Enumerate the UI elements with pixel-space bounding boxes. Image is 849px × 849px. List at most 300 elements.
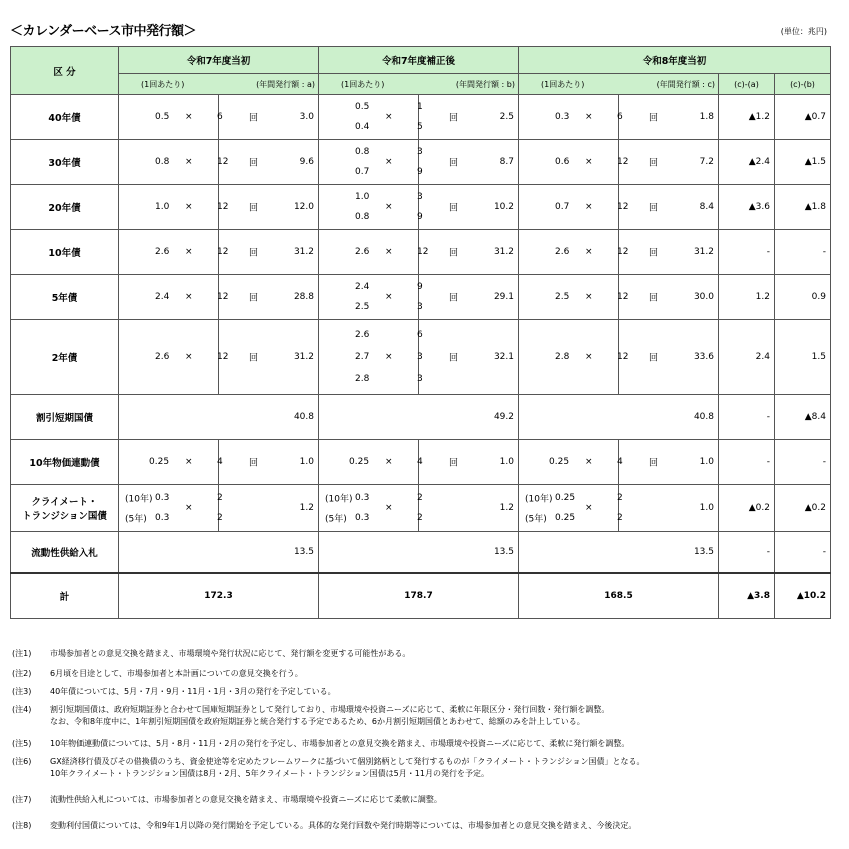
issue-count: 2 xyxy=(617,513,623,524)
times-symbol: × xyxy=(585,157,593,167)
issue-count: 4 xyxy=(617,457,623,467)
term-label: (10年) xyxy=(325,494,353,505)
note-label: (注2) xyxy=(12,669,32,678)
issue-detail xyxy=(519,95,623,139)
amount-per-issue: 0.3 xyxy=(155,492,170,503)
issuance-table xyxy=(10,46,831,619)
note-text: 市場参加者との意見交換を踏まえ、市場環境や発行状況に応じて、発行額を変更する可能性がある。 xyxy=(50,649,411,658)
times-symbol: × xyxy=(185,352,193,362)
note-label: (注1) xyxy=(12,649,32,658)
annual-total-cell xyxy=(219,185,319,230)
annual-total-cell xyxy=(419,185,519,230)
kai-symbol: 回 xyxy=(249,458,259,469)
issue-detail xyxy=(319,275,423,319)
amount-per-issue: 2.7 xyxy=(355,352,370,362)
annual-total-cell xyxy=(419,275,519,320)
diff-cb-value: ▲0.2 xyxy=(775,485,831,532)
amount-per-issue: 2.8 xyxy=(355,374,370,385)
row-label-line1: クライメート・ xyxy=(31,497,98,508)
diff-ca-value: - xyxy=(719,440,775,485)
diff-ca-value: 2.4 xyxy=(719,320,775,395)
amount-per-issue: 0.8 xyxy=(155,157,170,167)
issue-count: 2 xyxy=(417,513,423,524)
annual-total-cell xyxy=(619,320,719,395)
annual-detail xyxy=(219,140,318,184)
issue-detail xyxy=(519,140,629,184)
times-symbol: × xyxy=(585,503,593,513)
issue-detail xyxy=(519,485,623,531)
annual-total: 32.1 xyxy=(493,352,514,362)
times-symbol: × xyxy=(385,503,393,513)
annual-total: 40.8 xyxy=(519,395,719,440)
issue-count: 2 xyxy=(217,492,223,503)
amount-per-issue: 2.6 xyxy=(355,247,370,257)
kai-symbol: 回 xyxy=(649,353,659,364)
diff-cb-value: ▲10.2 xyxy=(775,573,831,619)
table-row xyxy=(11,440,831,485)
diff-cb-value: ▲0.7 xyxy=(775,95,831,140)
table-row-total xyxy=(11,573,831,619)
amount-per-issue: 2.6 xyxy=(155,352,170,362)
amount-per-issue: 0.25 xyxy=(555,513,576,524)
issue-detail xyxy=(119,275,229,319)
kai-symbol: 回 xyxy=(449,203,459,214)
amount-per-issue: 2.8 xyxy=(555,352,570,362)
annual-total: 29.1 xyxy=(493,292,514,302)
annual-detail xyxy=(219,230,318,274)
kai-symbol: 回 xyxy=(249,113,259,124)
annual-total: 2.5 xyxy=(499,112,514,122)
amount-per-issue: 0.3 xyxy=(155,513,170,524)
row-label: 30年債 xyxy=(11,140,119,185)
header-category: 区 分 xyxy=(11,47,119,95)
kai-symbol: 回 xyxy=(649,248,659,259)
amount-per-issue: 0.8 xyxy=(355,212,370,223)
issue-count: 12 xyxy=(217,157,229,167)
term-label: (5年) xyxy=(325,514,347,525)
annual-detail xyxy=(419,230,518,274)
row-label xyxy=(11,485,119,532)
issue-count: 9 xyxy=(417,281,423,292)
annual-detail xyxy=(619,485,718,531)
issue-detail-cell xyxy=(119,185,229,230)
issue-detail xyxy=(119,230,229,274)
note-text: なお、令和8年度中に、1年割引短期国債を政府短期証券と統合発行する予定であるため、6か月割引短期国債とあわせて、総額のみを計上している。 xyxy=(50,717,585,726)
per-issue-a: (1回あたり) xyxy=(119,74,219,95)
note-label: (注4) xyxy=(12,705,32,714)
amount-per-issue: 1.0 xyxy=(355,191,370,202)
diff-ca-value: ▲2.4 xyxy=(719,140,775,185)
diff-cb-value: - xyxy=(775,230,831,275)
times-symbol: × xyxy=(185,457,193,467)
diff-cb-value: ▲8.4 xyxy=(775,395,831,440)
annual-detail xyxy=(219,320,318,394)
annual-total: 13.5 xyxy=(119,532,319,574)
times-symbol: × xyxy=(185,292,193,302)
issue-count: 4 xyxy=(417,457,423,467)
annual-total: 49.2 xyxy=(319,395,519,440)
table-row xyxy=(11,230,831,275)
annual-detail xyxy=(419,485,518,531)
times-symbol: × xyxy=(185,202,193,212)
table-row xyxy=(11,320,831,395)
issue-detail xyxy=(119,440,223,484)
annual-total-cell xyxy=(419,440,519,485)
issue-count: 3 xyxy=(417,374,423,385)
amount-per-issue: 0.3 xyxy=(555,112,570,122)
annual-total: 31.2 xyxy=(693,247,714,257)
table-row xyxy=(11,95,831,140)
issue-count: 5 xyxy=(417,122,423,133)
row-label: 20年債 xyxy=(11,185,119,230)
note-text: 変動利付国債については、令和9年1月以降の発行開始を予定している。具体的な発行回数や発行時期等については、市場参加者との意見交換を踏まえ、今後決定。 xyxy=(50,821,637,830)
row-label: 2年債 xyxy=(11,320,119,395)
row-label: 5年債 xyxy=(11,275,119,320)
issue-detail-cell xyxy=(119,320,229,395)
note-text: GX経済移行債及びその借換債のうち、資金使途等を定めたフレームワークに基づいて個別銘柄として発行するものが「クライメート・トランジション国債」となる。 xyxy=(50,757,645,766)
issue-count: 12 xyxy=(617,247,629,257)
annual-detail xyxy=(619,140,718,184)
per-issue-b: (1回あたり) xyxy=(319,74,419,95)
issue-detail-cell xyxy=(519,140,629,185)
issue-detail xyxy=(519,320,629,394)
kai-symbol: 回 xyxy=(449,293,459,304)
row-label: 流動性供給入札 xyxy=(11,532,119,574)
times-symbol: × xyxy=(385,247,393,257)
page-title: ＜カレンダーベース市中発行額＞ xyxy=(10,24,197,39)
header-col-b: 令和7年度補正後 xyxy=(319,47,519,74)
times-symbol: × xyxy=(185,503,193,513)
amount-per-issue: 2.5 xyxy=(555,292,570,302)
annual-detail xyxy=(419,140,518,184)
annual-total: 13.5 xyxy=(319,532,519,574)
issue-count: 12 xyxy=(417,247,429,257)
row-label: 10年物価連動債 xyxy=(11,440,119,485)
annual-total-cell xyxy=(619,440,719,485)
issue-detail-cell xyxy=(119,440,223,485)
header-col-c: 令和8年度当初 xyxy=(519,47,831,74)
issue-count: 12 xyxy=(217,352,229,362)
amount-per-issue: 0.8 xyxy=(355,146,370,157)
note-text: 40年債については、5月・7月・9月・11月・1月・3月の発行を予定している。 xyxy=(50,687,336,696)
issue-detail xyxy=(519,185,629,229)
amount-per-issue: 2.4 xyxy=(355,281,370,292)
annual-total-cell xyxy=(219,140,319,185)
annual-detail xyxy=(419,320,518,394)
note-label: (注7) xyxy=(12,795,32,804)
issue-count: 3 xyxy=(417,302,423,313)
issue-detail-cell xyxy=(319,320,423,395)
row-label: 40年債 xyxy=(11,95,119,140)
issue-detail-cell xyxy=(319,440,423,485)
diff-ca-value: - xyxy=(719,230,775,275)
annual-total-cell xyxy=(419,320,519,395)
issue-detail-cell xyxy=(519,95,623,140)
amount-per-issue: 0.25 xyxy=(549,457,570,467)
issue-detail-cell xyxy=(319,485,423,532)
annual-total: 10.2 xyxy=(493,202,514,212)
amount-per-issue: 0.25 xyxy=(149,457,170,467)
times-symbol: × xyxy=(585,457,593,467)
diff-cb-value: ▲1.5 xyxy=(775,140,831,185)
kai-symbol: 回 xyxy=(249,158,259,169)
amount-per-issue: 0.7 xyxy=(555,202,570,212)
times-symbol: × xyxy=(585,352,593,362)
annual-detail xyxy=(619,320,718,394)
annual-b: (年間発行額 : b) xyxy=(419,74,519,95)
annual-total: 31.2 xyxy=(293,352,314,362)
kai-symbol: 回 xyxy=(449,113,459,124)
issue-count: 12 xyxy=(217,202,229,212)
issue-count: 12 xyxy=(617,352,629,362)
annual-detail xyxy=(619,275,718,319)
annual-total-cell xyxy=(619,485,719,532)
issue-detail xyxy=(319,440,423,484)
annual-total: 1.2 xyxy=(499,503,514,513)
issue-detail-cell xyxy=(519,275,629,320)
issue-count: 12 xyxy=(617,292,629,302)
term-label: (10年) xyxy=(125,494,153,505)
times-symbol: × xyxy=(585,292,593,302)
issue-detail-cell xyxy=(519,485,623,532)
subheader-row xyxy=(11,74,831,95)
amount-per-issue: 2.6 xyxy=(555,247,570,257)
kai-symbol: 回 xyxy=(649,293,659,304)
diff-ca-value: - xyxy=(719,395,775,440)
issue-detail xyxy=(119,140,229,184)
amount-per-issue: 0.25 xyxy=(555,492,576,503)
amount-per-issue: 0.5 xyxy=(355,101,370,112)
annual-total-cell xyxy=(419,140,519,185)
annual-detail xyxy=(219,485,318,531)
kai-symbol: 回 xyxy=(449,248,459,259)
note-text: 流動性供給入札については、市場参加者との意見交換を踏まえ、市場環境や投資ニーズに応じて柔軟に調整。 xyxy=(50,795,442,804)
annual-total: 28.8 xyxy=(293,292,314,302)
annual-total-cell xyxy=(219,485,319,532)
kai-symbol: 回 xyxy=(649,158,659,169)
issue-detail xyxy=(119,185,229,229)
annual-total-cell xyxy=(219,230,319,275)
issue-detail-cell xyxy=(119,95,223,140)
issue-detail xyxy=(519,275,629,319)
kai-symbol: 回 xyxy=(649,203,659,214)
note-label: (注3) xyxy=(12,687,32,696)
amount-per-issue: 2.4 xyxy=(155,292,170,302)
issue-detail xyxy=(319,320,423,394)
annual-total: 31.2 xyxy=(293,247,314,257)
annual-total: 40.8 xyxy=(119,395,319,440)
issue-detail-cell xyxy=(519,440,623,485)
issue-count: 9 xyxy=(417,167,423,178)
header-row xyxy=(11,47,831,74)
issue-count: 9 xyxy=(417,212,423,223)
annual-total-cell xyxy=(619,95,719,140)
annual-a: (年間発行額 : a) xyxy=(219,74,319,95)
annual-total-cell xyxy=(419,230,519,275)
issue-count: 3 xyxy=(417,191,423,202)
table-row xyxy=(11,275,831,320)
issue-detail-cell xyxy=(519,185,629,230)
table-row xyxy=(11,485,831,532)
note-text: 割引短期国債は、政府短期証券と合わせて国庫短期証券として発行しており、市場環境や投資ニーズに応じて、柔軟に年限区分・発行回数・発行額を調整。 xyxy=(50,705,610,714)
annual-total: 8.7 xyxy=(499,157,514,167)
note-label: (注8) xyxy=(12,821,32,830)
table-row xyxy=(11,140,831,185)
issue-detail xyxy=(119,320,229,394)
annual-detail xyxy=(619,230,718,274)
annual-detail xyxy=(219,95,318,139)
annual-total-cell xyxy=(219,320,319,395)
issue-detail xyxy=(319,185,423,229)
times-symbol: × xyxy=(185,247,193,257)
issue-detail-cell xyxy=(119,485,223,532)
issue-count: 6 xyxy=(417,329,423,340)
annual-total: 13.5 xyxy=(519,532,719,574)
diff-ca-value: ▲3.6 xyxy=(719,185,775,230)
header-col-a: 令和7年度当初 xyxy=(119,47,319,74)
diff-ca-header: (c)-(a) xyxy=(719,74,775,95)
times-symbol: × xyxy=(185,157,193,167)
kai-symbol: 回 xyxy=(449,458,459,469)
amount-per-issue: 0.25 xyxy=(349,457,370,467)
annual-detail xyxy=(219,185,318,229)
diff-cb-value: - xyxy=(775,440,831,485)
issue-detail xyxy=(319,485,423,531)
note-text: 10年クライメート・トランジション国債は8月・2月、5年クライメート・トランジション国債は5月・11月の発行を予定。 xyxy=(50,769,489,778)
amount-per-issue: 2.6 xyxy=(155,247,170,257)
diff-cb-header: (c)-(b) xyxy=(775,74,831,95)
issue-count: 2 xyxy=(417,492,423,503)
diff-cb-value: ▲1.8 xyxy=(775,185,831,230)
note-text: 6月頃を目途として、市場参加者と本計画についての意見交換を行う。 xyxy=(50,669,303,678)
row-label: 計 xyxy=(11,573,119,619)
issue-detail-cell xyxy=(519,320,629,395)
amount-per-issue: 0.4 xyxy=(355,122,370,133)
annual-total: 1.0 xyxy=(299,457,314,467)
annual-total-cell xyxy=(219,275,319,320)
times-symbol: × xyxy=(385,157,393,167)
kai-symbol: 回 xyxy=(449,158,459,169)
times-symbol: × xyxy=(385,202,393,212)
kai-symbol: 回 xyxy=(649,458,659,469)
issue-count: 6 xyxy=(217,112,223,122)
annual-total-cell xyxy=(619,185,719,230)
grand-total: 172.3 xyxy=(119,573,319,619)
issue-detail-cell xyxy=(319,95,423,140)
amount-per-issue: 1.0 xyxy=(155,202,170,212)
kai-symbol: 回 xyxy=(249,353,259,364)
annual-total: 12.0 xyxy=(293,202,314,212)
issue-detail-cell xyxy=(319,275,423,320)
issue-detail-cell xyxy=(119,140,229,185)
table-row xyxy=(11,395,831,440)
issue-count: 3 xyxy=(417,352,423,362)
diff-ca-value: - xyxy=(719,532,775,574)
annual-detail xyxy=(419,95,518,139)
term-label: (5年) xyxy=(525,514,547,525)
annual-total: 8.4 xyxy=(699,202,714,212)
kai-symbol: 回 xyxy=(249,293,259,304)
row-label: 割引短期国債 xyxy=(11,395,119,440)
times-symbol: × xyxy=(585,112,593,122)
annual-total-cell xyxy=(219,95,319,140)
annual-total: 31.2 xyxy=(493,247,514,257)
times-symbol: × xyxy=(185,112,193,122)
issue-detail xyxy=(119,95,223,139)
annual-total-cell xyxy=(419,95,519,140)
grand-total: 168.5 xyxy=(519,573,719,619)
annual-detail xyxy=(419,275,518,319)
amount-per-issue: 2.5 xyxy=(355,302,370,313)
annual-c: (年間発行額 : c) xyxy=(619,74,719,95)
annual-detail xyxy=(219,440,318,484)
note-label: (注5) xyxy=(12,739,32,748)
note-text: 10年物価連動債については、5月・8月・11月・2月の発行を予定し、市場参加者との意見交換を踏まえ、市場環境や投資ニーズに応じて、柔軟に発行額を調整。 xyxy=(50,739,630,748)
per-issue-c: (1回あたり) xyxy=(519,74,619,95)
times-symbol: × xyxy=(585,247,593,257)
issue-detail-cell xyxy=(319,140,423,185)
issue-detail xyxy=(519,440,623,484)
note-label: (注6) xyxy=(12,757,32,766)
issue-detail xyxy=(319,230,429,274)
issue-count: 4 xyxy=(217,457,223,467)
annual-total: 1.8 xyxy=(699,112,714,122)
annual-detail xyxy=(219,275,318,319)
annual-total: 1.0 xyxy=(699,503,714,513)
amount-per-issue: 0.5 xyxy=(155,112,170,122)
issue-detail-cell xyxy=(119,275,229,320)
annual-detail xyxy=(419,440,518,484)
issue-detail-cell xyxy=(119,230,229,275)
issue-detail-cell xyxy=(519,230,629,275)
issue-count: 2 xyxy=(617,492,623,503)
diff-ca-value: ▲0.2 xyxy=(719,485,775,532)
issue-count: 3 xyxy=(417,146,423,157)
annual-total-cell xyxy=(419,485,519,532)
times-symbol: × xyxy=(385,292,393,302)
table-row xyxy=(11,185,831,230)
diff-cb-value: 0.9 xyxy=(775,275,831,320)
annual-total-cell xyxy=(219,440,319,485)
annual-total: 7.2 xyxy=(699,157,714,167)
kai-symbol: 回 xyxy=(249,248,259,259)
annual-total: 3.0 xyxy=(299,112,314,122)
issue-count: 12 xyxy=(617,202,629,212)
issue-detail-cell xyxy=(319,185,423,230)
times-symbol: × xyxy=(385,112,393,122)
issue-count: 6 xyxy=(617,112,623,122)
diff-ca-value: ▲3.8 xyxy=(719,573,775,619)
diff-cb-value: 1.5 xyxy=(775,320,831,395)
grand-total: 178.7 xyxy=(319,573,519,619)
issue-detail xyxy=(119,485,223,531)
term-label: (10年) xyxy=(525,494,553,505)
times-symbol: × xyxy=(385,457,393,467)
kai-symbol: 回 xyxy=(449,353,459,364)
annual-detail xyxy=(619,440,718,484)
annual-detail xyxy=(619,185,718,229)
diff-ca-value: ▲1.2 xyxy=(719,95,775,140)
amount-per-issue: 0.6 xyxy=(555,157,570,167)
amount-per-issue: 0.7 xyxy=(355,167,370,178)
issue-count: 12 xyxy=(217,247,229,257)
unit-label: (単位：兆円) xyxy=(780,27,827,36)
issue-count: 1 xyxy=(417,101,423,112)
annual-total-cell xyxy=(619,275,719,320)
issue-detail xyxy=(519,230,629,274)
row-label: 10年債 xyxy=(11,230,119,275)
times-symbol: × xyxy=(385,352,393,362)
